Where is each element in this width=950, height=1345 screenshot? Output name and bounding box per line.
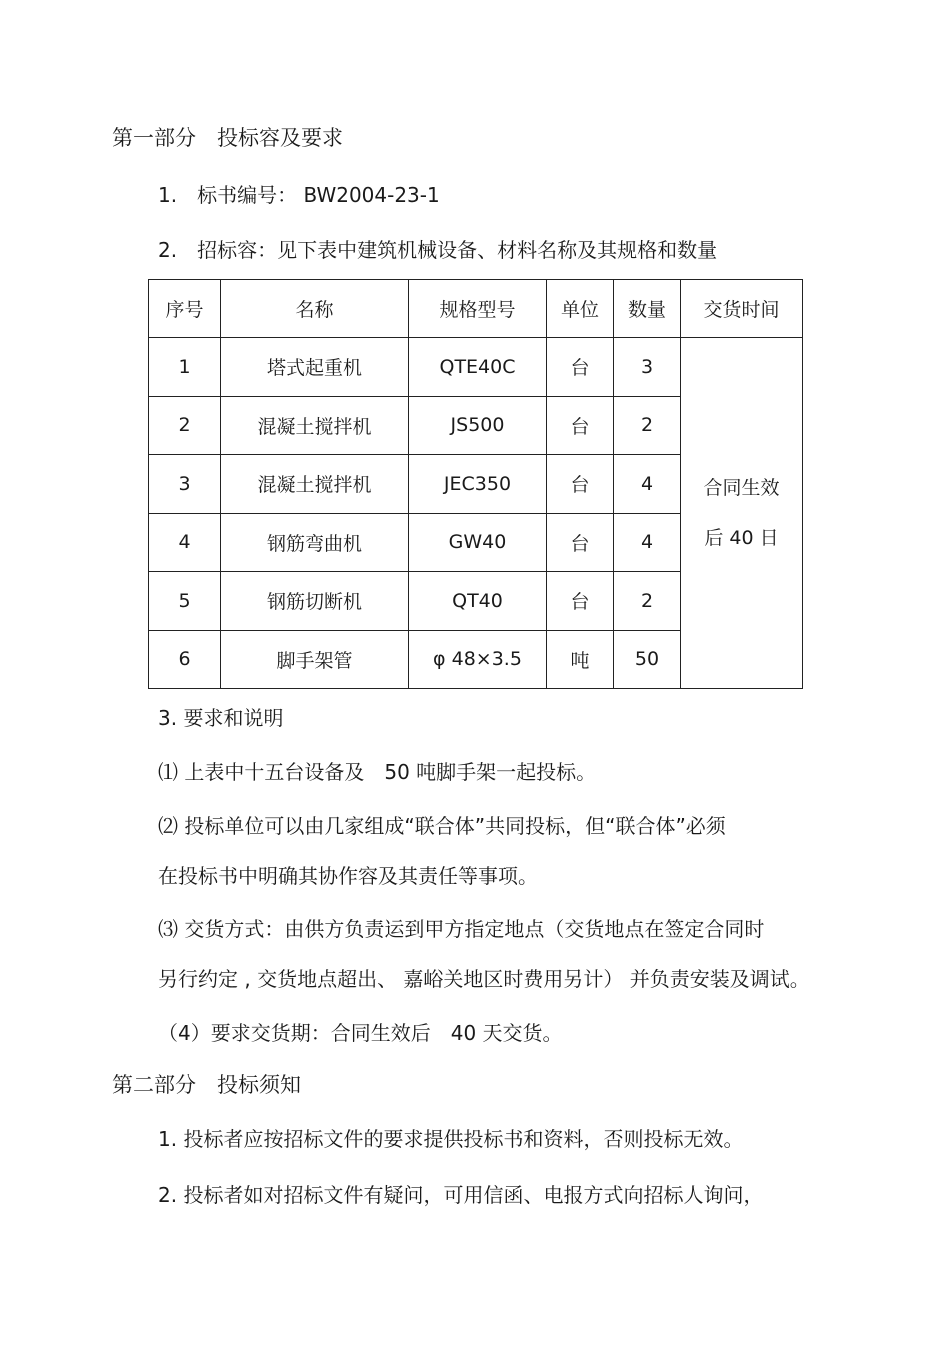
table-cell: 5 xyxy=(149,572,221,631)
requirement-2: ⑵ 投标单位可以由几家组成“联合体”共同投标，但“联合体”必须 xyxy=(158,814,726,838)
requirement-3: ⑶ 交货方式：由供方负责运到甲方指定地点（交货地点在签定合同时 xyxy=(158,917,765,941)
table-cell: 钢筋弯曲机 xyxy=(221,513,409,572)
table-cell: 台 xyxy=(547,455,614,514)
equipment-table xyxy=(148,279,803,689)
requirement-2-cont: 在投标书中明确其协作容及其责任等事项。 xyxy=(158,864,538,888)
table-cell: QT40 xyxy=(409,572,547,631)
notice-1: 1. 投标者应按招标文件的要求提供投标书和资料，否则投标无效。 xyxy=(158,1127,744,1151)
table-row xyxy=(149,338,803,397)
header-cell: 名称 xyxy=(221,280,409,338)
delivery-line: 后 40 日 xyxy=(704,527,779,549)
bid-number: 1. 标书编号： BW2004-23-1 xyxy=(158,183,440,207)
bid-content: 2. 招标容：见下表中建筑机械设备、材料名称及其规格和数量 xyxy=(158,238,718,262)
table-cell: 混凝土搅拌机 xyxy=(221,455,409,514)
table-cell: 4 xyxy=(149,513,221,572)
table-cell: 6 xyxy=(149,630,221,689)
table-cell: 混凝土搅拌机 xyxy=(221,396,409,455)
table-cell: JEC350 xyxy=(409,455,547,514)
table-cell: 台 xyxy=(547,338,614,397)
table-cell: 台 xyxy=(547,572,614,631)
table-cell: GW40 xyxy=(409,513,547,572)
table-cell: QTE40C xyxy=(409,338,547,397)
table-cell: 2 xyxy=(614,396,681,455)
table-cell: 钢筋切断机 xyxy=(221,572,409,631)
table-cell: 台 xyxy=(547,513,614,572)
header-cell: 数量 xyxy=(614,280,681,338)
header-cell: 单位 xyxy=(547,280,614,338)
table-cell: φ 48×3.5 xyxy=(409,630,547,689)
table-cell: 50 xyxy=(614,630,681,689)
table-cell: 3 xyxy=(149,455,221,514)
header-cell: 规格型号 xyxy=(409,280,547,338)
table-cell: 脚手架管 xyxy=(221,630,409,689)
table-cell: 1 xyxy=(149,338,221,397)
delivery-time-cell xyxy=(681,338,803,689)
table-cell: JS500 xyxy=(409,396,547,455)
part1-title: 第一部分 投标容及要求 xyxy=(112,126,343,150)
table-cell: 塔式起重机 xyxy=(221,338,409,397)
table-cell: 4 xyxy=(614,513,681,572)
table-cell: 台 xyxy=(547,396,614,455)
delivery-line: 合同生效 xyxy=(703,477,780,499)
requirement-3-cont: 另行约定 , 交货地点超出、 嘉峪关地区时费用另计） 并负责安装及调试。 xyxy=(158,967,810,991)
header-cell: 序号 xyxy=(149,280,221,338)
table-cell: 4 xyxy=(614,455,681,514)
table-cell: 吨 xyxy=(547,630,614,689)
requirement-1: ⑴ 上表中十五台设备及 50 吨脚手架一起投标。 xyxy=(158,760,597,784)
notice-2: 2. 投标者如对招标文件有疑问，可用信函、电报方式向招标人询问， xyxy=(158,1183,764,1207)
requirement-4: （4）要求交货期：合同生效后 40 天交货。 xyxy=(158,1021,563,1045)
table-cell: 2 xyxy=(149,396,221,455)
part2-title: 第二部分 投标须知 xyxy=(112,1073,301,1097)
table-header-row xyxy=(149,280,803,338)
header-cell: 交货时间 xyxy=(681,280,803,338)
table-cell: 2 xyxy=(614,572,681,631)
table-cell: 3 xyxy=(614,338,681,397)
requirements-title: 3. 要求和说明 xyxy=(158,706,284,730)
